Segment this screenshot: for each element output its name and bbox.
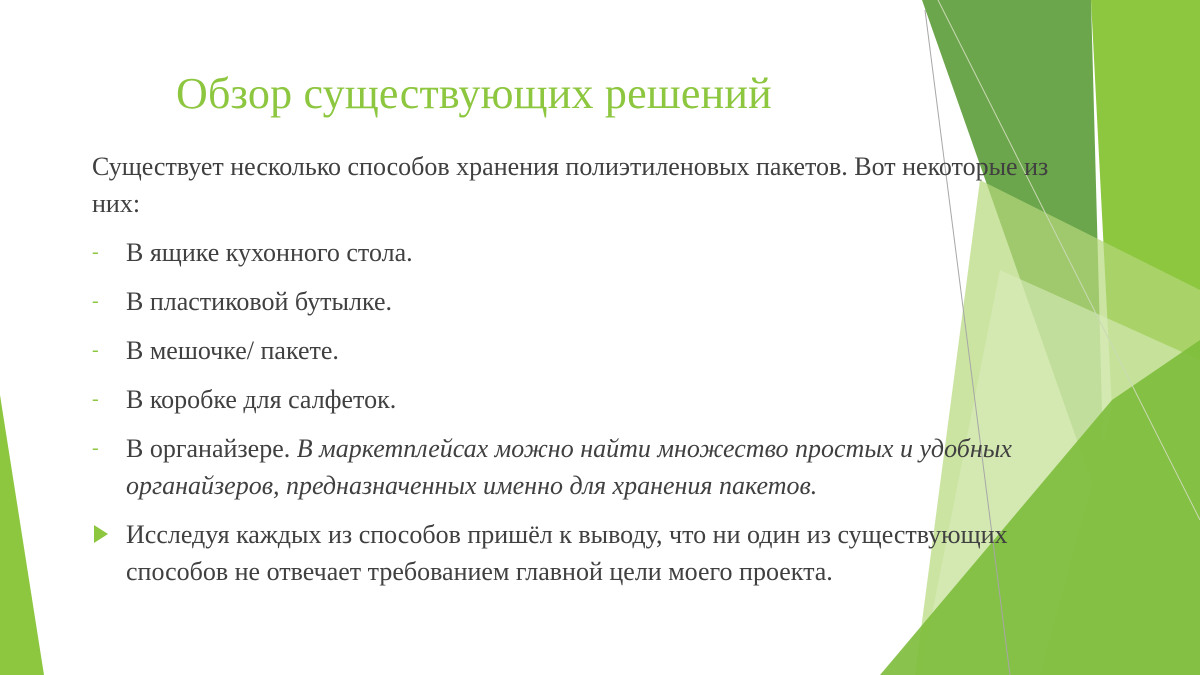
conclusion-item: [92, 516, 1052, 590]
conclusion-text: Исследуя каждых из способов пришёл к выводу, что ни один из существующих способов не отвечает требованием главной цели моего проекта.: [126, 520, 1008, 586]
list-item-text: В коробке для салфеток.: [126, 385, 397, 414]
list-item-text: В мешочке/ пакете.: [126, 336, 339, 365]
dash-bullet: -: [92, 241, 99, 263]
left-green-sliver: [0, 395, 44, 675]
list-item: [92, 234, 1052, 271]
list-item: [92, 332, 1052, 369]
intro-paragraph: Существует несколько способов хранения полиэтиленовых пакетов. Вот некоторые из них:: [92, 152, 1049, 218]
list-item-text: В органайзере.: [126, 434, 291, 463]
dash-bullet: -: [92, 437, 99, 459]
slide-title: Обзор существующих решений: [176, 69, 772, 118]
triangle-bullet-icon: [94, 525, 108, 543]
list-item: [92, 430, 1052, 504]
list-item-text: В ящике кухонного стола.: [126, 238, 413, 267]
list-item-note: В маркетплейсах можно найти множество простых и удобных органайзеров, предназначенных именно для хранения пакетов.: [126, 434, 1012, 500]
list-item: [92, 381, 1052, 418]
slide-body: [92, 148, 1052, 590]
list-item: [92, 283, 1052, 320]
list-item-text: В пластиковой бутылке.: [126, 287, 392, 316]
dash-bullet: -: [92, 339, 99, 361]
dash-bullet: -: [92, 388, 99, 410]
dash-bullet: -: [92, 290, 99, 312]
